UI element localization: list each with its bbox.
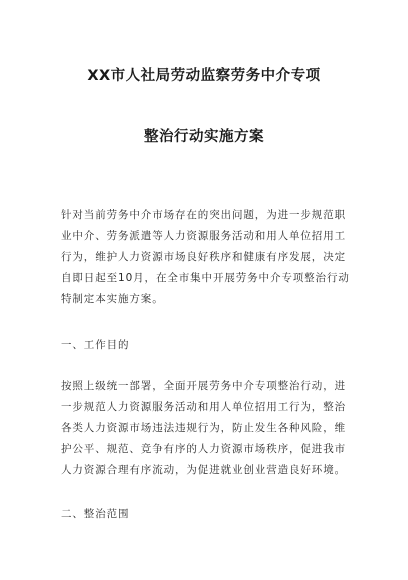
intro-line: 业中介、劳务派遣等人力资源服务活动和用人单位招用工 [61, 230, 346, 242]
section-heading-work-purpose: 一、工作目的 [61, 339, 130, 351]
section-heading-scope: 二、整治范围 [61, 508, 130, 520]
work-purpose-line: 护公平、规范、竞争有序的人力资源市场秩序，促进我市 [61, 443, 346, 455]
document-title-line-1: XX市人社局劳动监察劳务中介专项 [87, 68, 321, 84]
intro-line: 行为，维护人力资源市场良好秩序和健康有序发展，决定 [61, 251, 346, 263]
intro-line: 针对当前劳务中介市场存在的突出问题，为进一步规范职 [61, 209, 346, 221]
work-purpose-line: 人力资源合理有序流动，为促进就业创业营造良好环境。 [61, 464, 346, 476]
work-purpose-line: 各类人力资源市场违法违规行为，防止发生各种风险，维 [61, 422, 346, 434]
intro-line: 特制定本实施方案。 [61, 293, 164, 305]
document-title-line-2: 整治行动实施方案 [144, 129, 264, 145]
work-purpose-paragraph [61, 376, 361, 481]
work-purpose-line: 按照上级统一部署，全面开展劳务中介专项整治行动，进 [61, 380, 346, 392]
work-purpose-line: 一步规范人力资源服务活动和用人单位招用工行为，整治 [61, 401, 346, 413]
intro-paragraph [61, 205, 361, 310]
intro-line: 自即日起至10月，在全市集中开展劳务中介专项整治行动 [61, 272, 350, 284]
